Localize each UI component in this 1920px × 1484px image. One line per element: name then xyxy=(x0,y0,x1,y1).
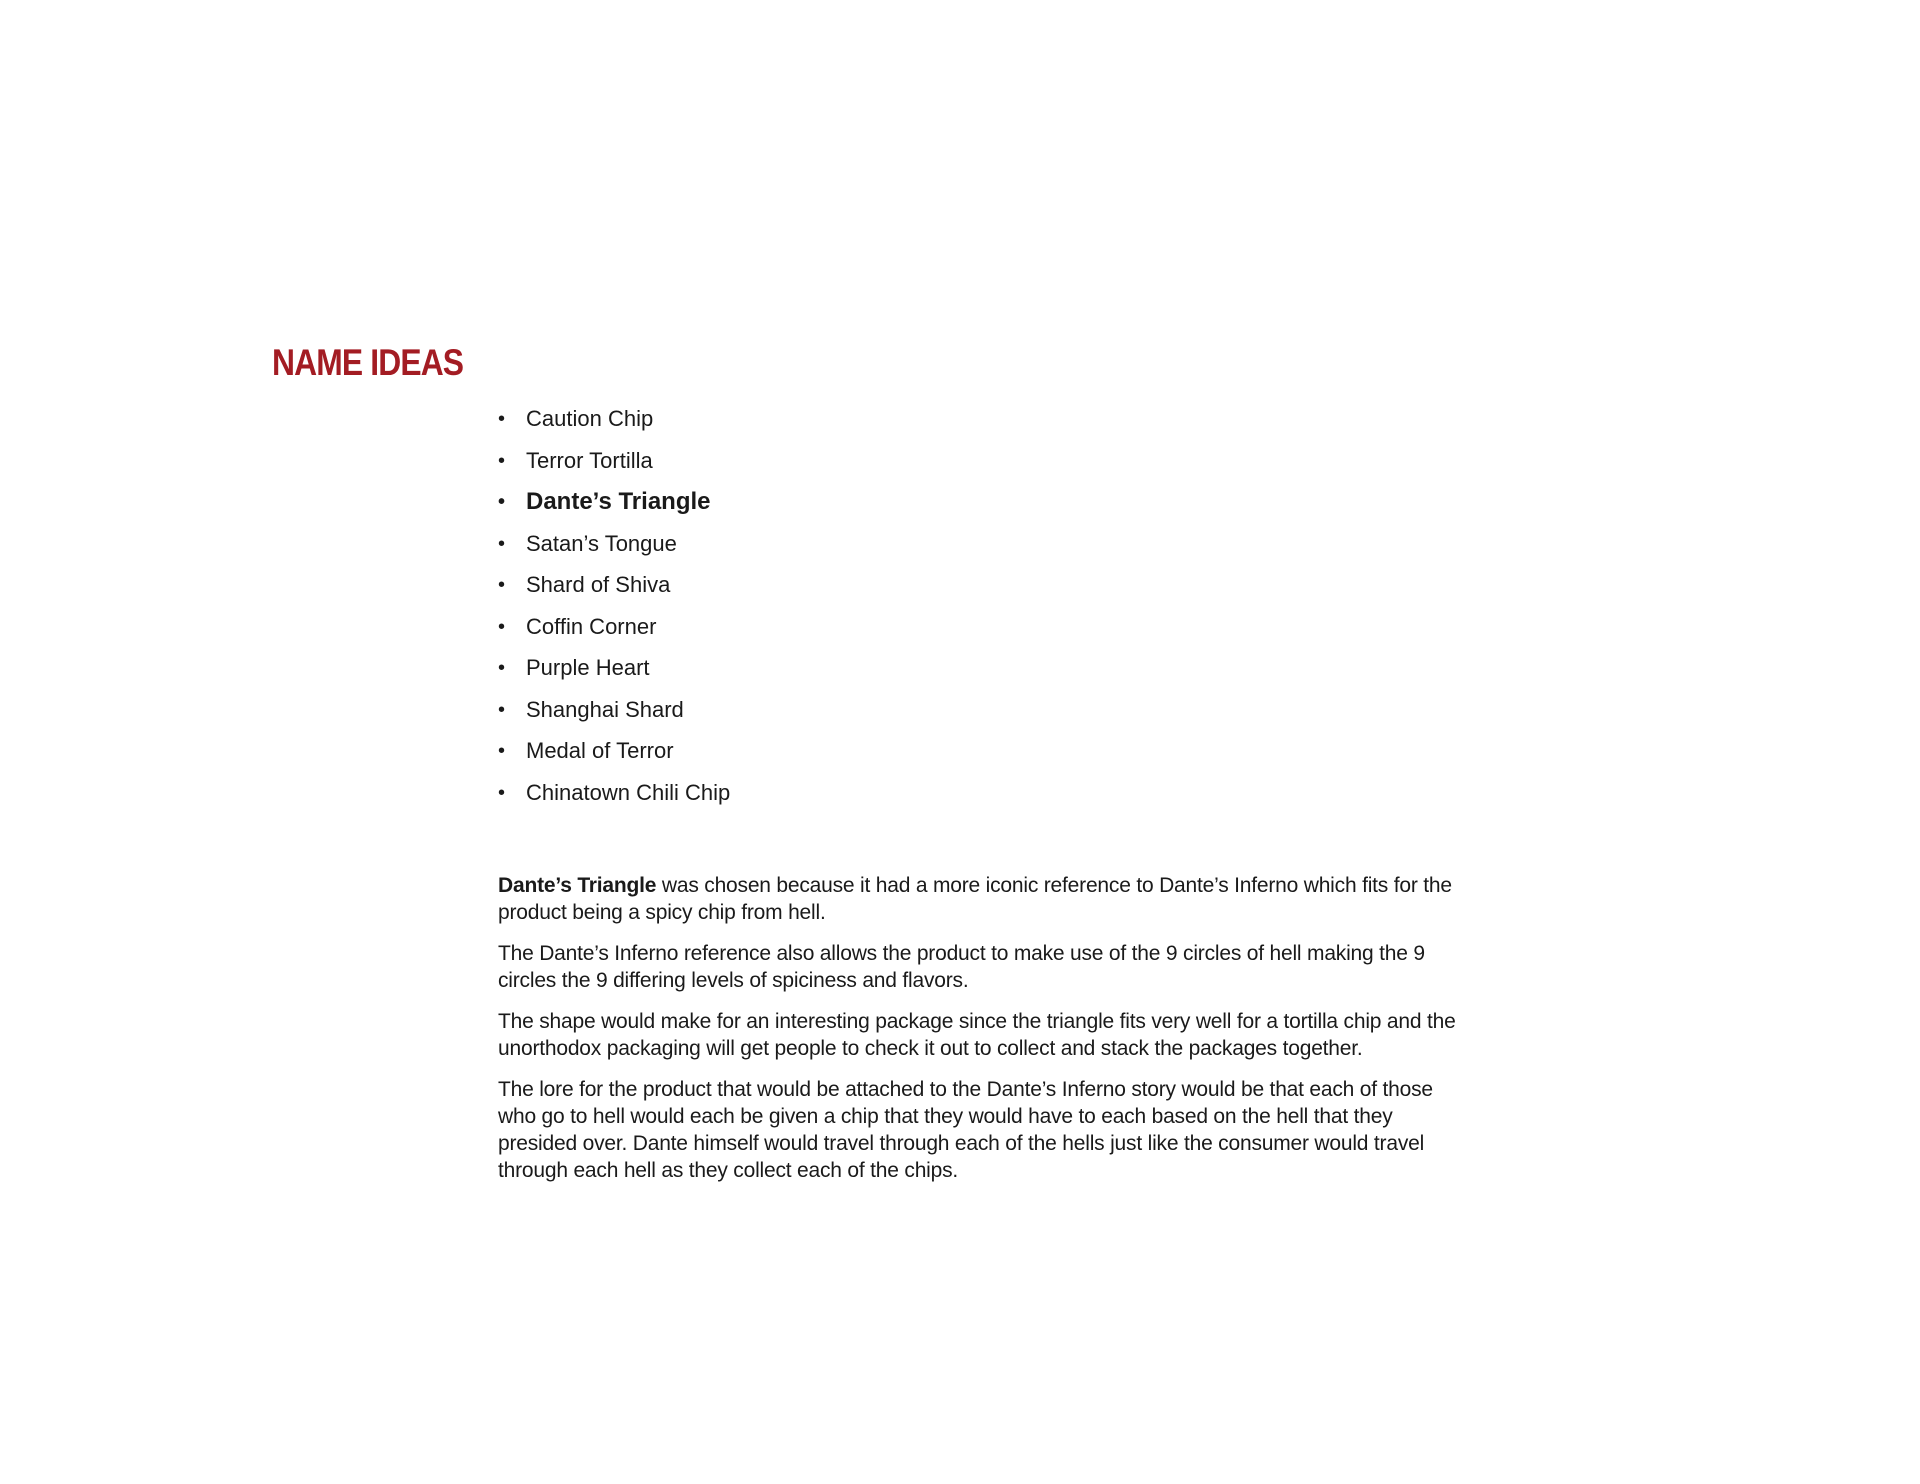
name-idea-label: Coffin Corner xyxy=(526,613,657,639)
bullet-icon: • xyxy=(498,491,506,513)
name-idea-label: Satan’s Tongue xyxy=(526,530,677,556)
name-idea-label: Terror Tortilla xyxy=(526,447,653,473)
list-item xyxy=(498,734,730,776)
name-ideas-list xyxy=(498,402,730,817)
bullet-icon: • xyxy=(498,615,506,638)
name-idea-label: Caution Chip xyxy=(526,406,654,431)
bullet-icon: • xyxy=(498,698,506,721)
name-idea-label: Chinatown Chili Chip xyxy=(526,779,731,805)
bullet-icon: • xyxy=(498,532,506,555)
chosen-name-emphasis: Dante’s Triangle xyxy=(498,874,657,897)
bullet-icon: • xyxy=(498,449,506,472)
name-idea-label: Medal of Terror xyxy=(526,738,674,763)
list-item xyxy=(498,568,730,610)
bullet-icon: • xyxy=(498,740,506,762)
list-item xyxy=(498,402,730,444)
name-idea-label: Shard of Shiva xyxy=(526,572,671,597)
paragraph-nine-circles: The Dante’s Inferno reference also allows the product to make use of the 9 circles of hell making the 9 circles the 9 differing levels of spiciness and flavors. xyxy=(498,942,1425,992)
paragraph-lore: The lore for the product that would be attached to the Dante’s Inferno story would be that each of those who go to hell would each be given a chip that they would have to each based on the hell that they presided over. Dante himself would travel through each of the hells just like the consumer would travel through each hell as they collect each of the chips. xyxy=(498,1078,1433,1182)
paragraph-packaging: The shape would make for an interesting package since the triangle fits very well for a tortilla chip and the unorthodox packaging will get people to check it out to collect and stack the packages together. xyxy=(498,1010,1456,1060)
list-item xyxy=(498,610,730,652)
name-idea-label: Shanghai Shard xyxy=(526,696,684,722)
name-idea-label: Dante’s Triangle xyxy=(526,488,711,515)
bullet-icon: • xyxy=(498,781,506,804)
rationale-text xyxy=(498,872,1458,1198)
list-item-featured xyxy=(498,485,730,527)
bullet-icon: • xyxy=(498,657,506,679)
list-item xyxy=(498,776,730,818)
list-item xyxy=(498,444,730,486)
list-item xyxy=(498,651,730,693)
list-item xyxy=(498,693,730,735)
paragraph-choice-reason xyxy=(498,872,1458,926)
name-idea-label: Purple Heart xyxy=(526,655,650,680)
section-title: NAME IDEAS xyxy=(272,342,464,383)
paragraph-text: was chosen because it had a more iconic reference to Dante’s Inferno which fits for the product being a spicy chip from hell. xyxy=(498,874,1452,924)
bullet-icon: • xyxy=(498,574,506,596)
list-item xyxy=(498,527,730,569)
bullet-icon: • xyxy=(498,408,506,430)
